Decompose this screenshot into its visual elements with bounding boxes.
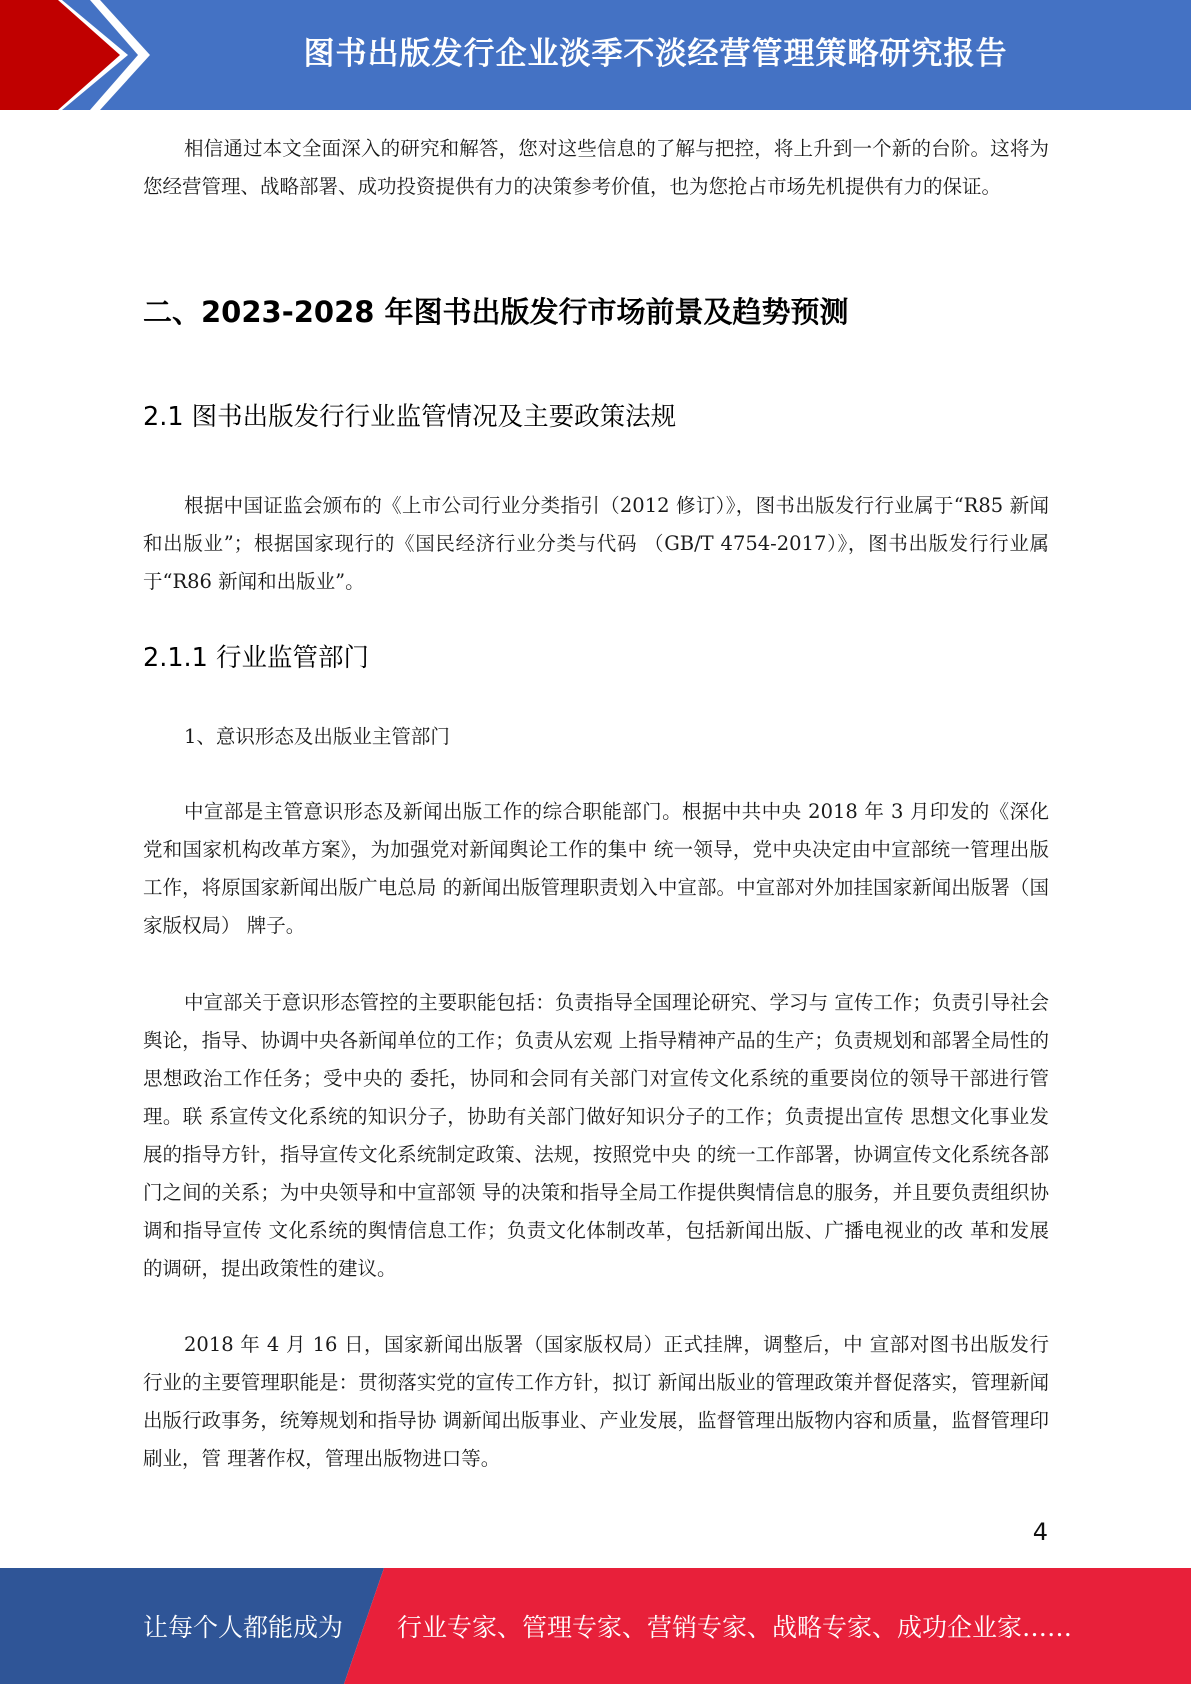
footer-slogan-right: 行业专家、管理专家、营销专家、战略专家、成功企业家……: [397, 1613, 1073, 1642]
list-item: [143, 718, 1049, 756]
section-2-1-paragraph: 根据中国证监会颁布的《上市公司行业分类指引（2012 修订）》，图书出版发行行业属于“R85 新闻和出版业”；根据国家现行的《国民经济行业分类与代码 （GB/T 4754-2017）》，图书出版发行行业属于“R86 新闻和出版业”。: [143, 494, 1049, 593]
intro-paragraph: 相信通过本文全面深入的研究和解答，您对这些信息的了解与把控，将上升到一个新的台阶。这将为您经营管理、战略部署、成功投资提供有力的决策参考价值，也为您抢占市场先机提供有力的保证。: [143, 137, 1049, 198]
intro-section: [143, 130, 1049, 206]
section-2-heading: 二、2023-2028 年图书出版发行市场前景及趋势预测: [143, 295, 849, 329]
body-paragraph-1-block: [143, 793, 1049, 945]
body-paragraph-2-block: [143, 984, 1049, 1288]
section-2-1-1-heading: 2.1.1 行业监管部门: [143, 643, 369, 673]
item-label: 1、意识形态及出版业主管部门: [184, 725, 450, 748]
header-title: 图书出版发行企业淡季不淡经营管理策略研究报告: [303, 35, 1008, 72]
body-paragraph-3: 2018 年 4 月 16 日，国家新闻出版署（国家版权局）正式挂牌，调整后，中 宣部对图书出版发行行业的主要管理职能是：贯彻落实党的宣传工作方针，拟订 新闻出版业的管理政策并督促落实，管理新闻出版行政事务，统筹规划和指导协 调新闻出版事业、产业发展，监督管理出版物内容和质量，监督管理印刷业，管 理著作权，管理出版物进口等。: [143, 1333, 1049, 1470]
section-2-1-body: [143, 487, 1049, 601]
header-arrow-decoration: [0, 0, 160, 110]
page-header: [0, 0, 1191, 110]
section-2-1-heading: 2.1 图书出版发行行业监管情况及主要政策法规: [143, 402, 677, 432]
body-paragraph-3-block: [143, 1326, 1049, 1478]
page-footer: [0, 1568, 1191, 1684]
body-paragraph-1: 中宣部是主管意识形态及新闻出版工作的综合职能部门。根据中共中央 2018 年 3 月印发的《深化党和国家机构改革方案》，为加强党对新闻舆论工作的集中 统一领导，党中央决定由中宣部统一管理出版工作，将原国家新闻出版广电总局 的新闻出版管理职责划入中宣部。中宣部对外加挂国家新闻出版署（国家版权局） 牌子。: [143, 800, 1049, 937]
footer-slogan-left: 让每个人都能成为: [143, 1613, 344, 1642]
body-paragraph-2: 中宣部关于意识形态管控的主要职能包括：负责指导全国理论研究、学习与 宣传工作；负责引导社会舆论，指导、协调中央各新闻单位的工作；负责从宏观 上指导精神产品的生产；负责规划和部署全局性的思想政治工作任务；受中央的 委托，协同和会同有关部门对宣传文化系统的重要岗位的领导干部进行管理。联 系宣传文化系统的知识分子，协助有关部门做好知识分子的工作；负责提出宣传 思想文化事业发展的指导方针，指导宣传文化系统制定政策、法规，按照党中央 的统一工作部署，协调宣传文化系统各部门之间的关系；为中央领导和中宣部领 导的决策和指导全局工作提供舆情信息的服务，并且要负责组织协调和指导宣传 文化系统的舆情信息工作；负责文化体制改革，包括新闻出版、广播电视业的改 革和发展的调研，提出政策性的建议。: [143, 991, 1049, 1280]
page-number: 4: [1032, 1518, 1048, 1546]
